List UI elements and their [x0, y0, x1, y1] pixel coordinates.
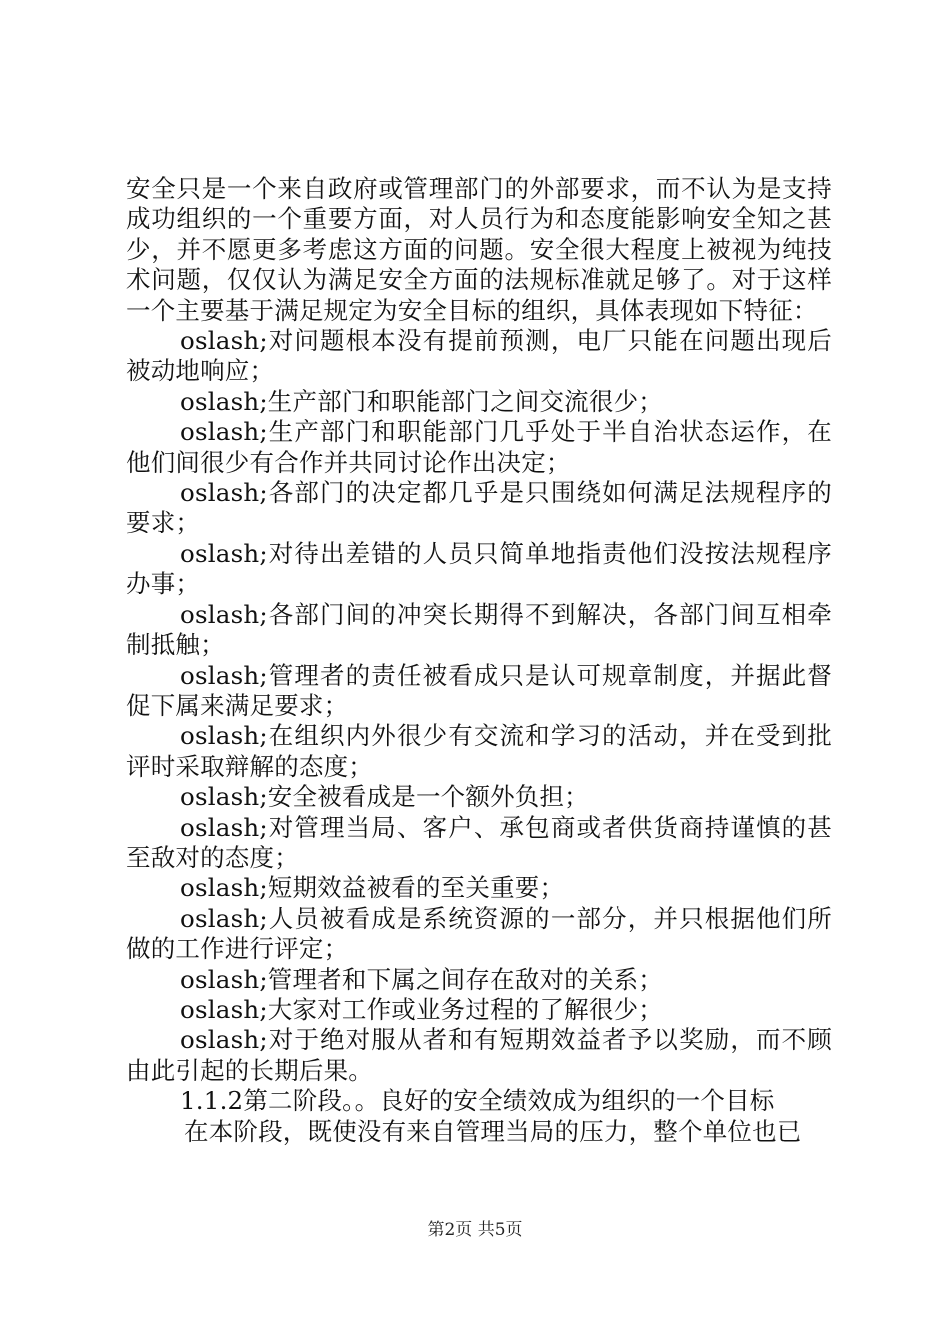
list-item: oslash;对待出差错的人员只简单地指责他们没按法规程序办事； [126, 538, 832, 599]
page-number: 第2页 共5页 [427, 1220, 523, 1240]
list-item: oslash;短期效益被看的至关重要； [180, 873, 565, 903]
list-item: oslash;各部门间的冲突长期得不到解决，各部门间互相牵制抵触； [126, 599, 832, 660]
list-item: oslash;对于绝对服从者和有短期效益者予以奖励，而不顾由此引起的长期后果。 [126, 1025, 832, 1085]
closing-paragraph: 在本阶段，既使没有来自管理当局的压力，整个单位也已 [184, 1116, 802, 1146]
list-item: oslash;管理者的责任被看成只是认可规章制度，并据此督促下属来满足要求； [126, 660, 832, 720]
list-item: oslash;生产部门和职能部门之间交流很少； [180, 386, 663, 416]
list-item: oslash;各部门的决定都几乎是只围绕如何满足法规程序的要求； [126, 478, 832, 538]
list-item: oslash;对问题根本没有提前预测，电厂只能在问题出现后被动地响应； [126, 326, 832, 386]
list-item: oslash;生产部门和职能部门几乎处于半自治状态运作，在他们间很少有合作并共同讨论作出决定； [126, 417, 832, 477]
list-item: oslash;人员被看成是系统资源的一部分，并只根据他们所做的工作进行评定； [126, 903, 832, 964]
list-item: oslash;安全被看成是一个额外负担； [180, 782, 589, 812]
list-item: oslash;在组织内外很少有交流和学习的活动，并在受到批评时采取辩解的态度； [126, 721, 832, 781]
list-item: oslash;管理者和下属之间存在敌对的关系； [180, 964, 663, 994]
section-heading: 1.1.2第二阶段。。良好的安全绩效成为组织的一个目标 [180, 1086, 775, 1116]
intro-paragraph: 安全只是一个来自政府或管理部门的外部要求，而不认为是支持成功组织的一个重要方面，对人员行为和态度能影响安全知之甚少，并不愿更多考虑这方面的问题。安全很大程度上被视为纯技术问题，仅仅认为满足安全方面的法规标准就足够了。对于这样一个主要基于满足规定为安全目标的组织，具体表现如下特征： [126, 174, 832, 325]
document-body [126, 174, 832, 1147]
list-item: oslash;对管理当局、客户、承包商或者供货商持谨慎的甚至敌对的态度； [126, 812, 832, 872]
list-item: oslash;大家对工作或业务过程的了解很少； [180, 994, 663, 1024]
